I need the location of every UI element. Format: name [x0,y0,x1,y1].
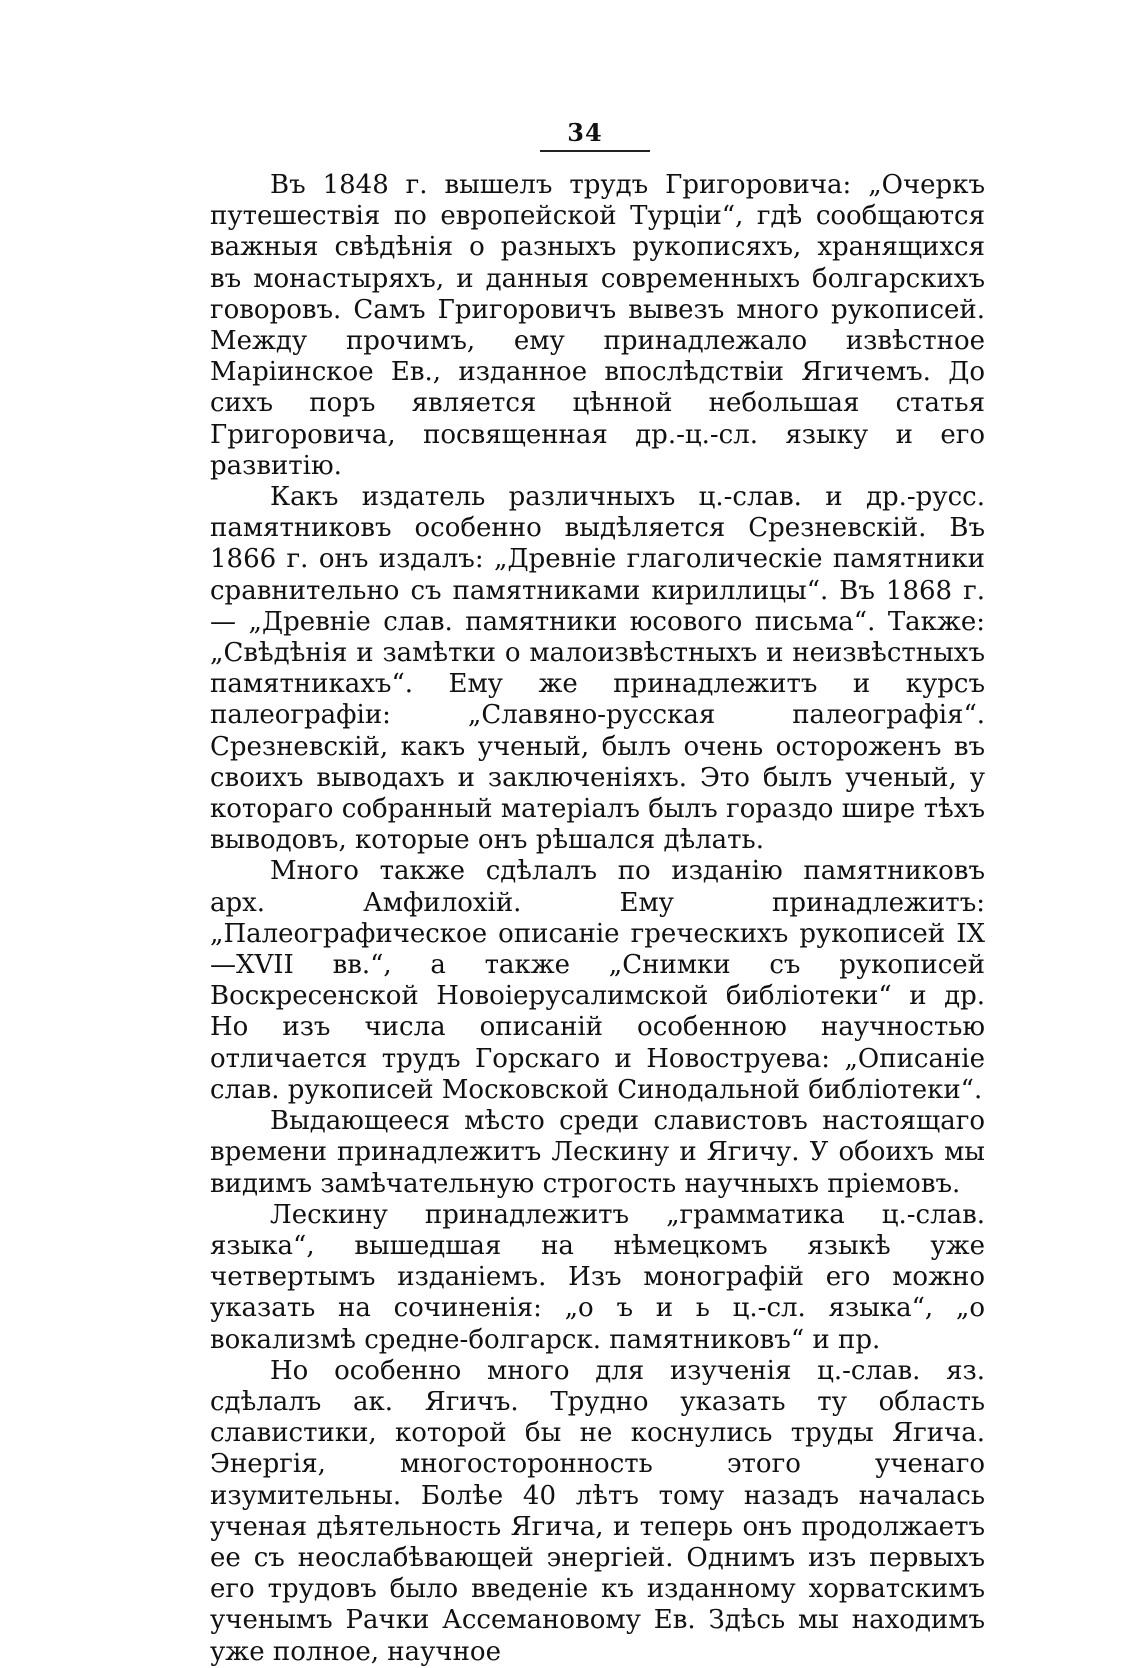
paragraph-leskin-jagic: Выдающееся мѣсто среди славистовъ настоящаго времени принадлежитъ Лескину и Ягичу. У обоихъ мы видимъ замѣчательную строгость научныхъ пріемовъ. [210,1106,985,1199]
paragraph-amfilokhiy: Много также сдѣлалъ по изданію памятниковъ арх. Амфилохій. Ему принадлежитъ: „Палеографическое описаніе греческихъ рукописей IX—XVII вв.“, а также „Снимки съ рукописей Воскресенской Новоіерусалимской библіотеки“ и др. Но изъ числа описаній особенною научностью отличается трудъ Горскаго и Новоструева: „Описаніе слав. рукописей Московской Синодальной библіотеки“. [210,856,985,1105]
paragraph-jagic: Но особенно много для изученія ц.-слав. яз. сдѣлалъ ак. Ягичъ. Трудно указать ту область славистики, которой бы не коснулись труды Ягича. Энергія, многосторонность этого ученаго изумительны. Болѣе 40 лѣтъ тому назадъ началась ученая дѣятельность Ягича, и теперь онъ продолжаетъ ее съ неослабѣвающей энергіей. Однимъ изъ первыхъ его трудовъ было введеніе къ изданному хорватскимъ ученымъ Рачки Ассемановому Ев. Здѣсь мы находимъ уже полное, научное [210,1355,985,1667]
paragraph-sreznevsky: Какъ издатель различныхъ ц.-слав. и др.-русс. памятниковъ особенно выдѣляется Срезневскій. Въ 1866 г. онъ издалъ: „Древніе глаголическіе памятники сравнительно съ памятниками кириллицы“. Въ 1868 г. — „Древніе слав. памятники юсового письма“. Также: „Свѣдѣнія и замѣтки о малоизвѣстныхъ и неизвѣстныхъ памятникахъ“. Ему же принадлежитъ и курсъ палеографіи: „Славяно-русская палеографія“. Срезневскій, какъ ученый, былъ очень остороженъ въ своихъ выводахъ и заключеніяхъ. Это былъ ученый, у котораго собранный матеріалъ былъ гораздо шире тѣхъ выводовъ, которые онъ рѣшался дѣлать. [210,482,985,856]
header-rule [540,150,650,152]
paragraph-leskin-grammar: Лескину принадлежитъ „грамматика ц.-слав. языка“, вышедшая на нѣмецкомъ языкѣ уже четвертымъ изданіемъ. Изъ монографій его можно указать на сочиненія: „о ъ и ь ц.-сл. языка“, „о вокализмѣ средне-болгарск. памятниковъ“ и пр. [210,1199,985,1355]
page-header [0,118,1140,147]
page-number: 34 [567,118,603,147]
body-text [210,170,985,1668]
paragraph-grigorovich: Въ 1848 г. вышелъ трудъ Григоровича: „Очеркъ путешествія по европейской Турціи“, гдѣ сообщаются важныя свѣдѣнія о разныхъ рукописяхъ, хранящихся въ монастыряхъ, и данныя современныхъ болгарскихъ говоровъ. Самъ Григоровичъ вывезъ много рукописей. Между прочимъ, ему принадлежало извѣстное Маріинское Ев., изданное впослѣдствіи Ягичемъ. До сихъ поръ является цѣнной небольшая статья Григоровича, посвященная др.-ц.-сл. языку и его развитію. [210,170,985,481]
